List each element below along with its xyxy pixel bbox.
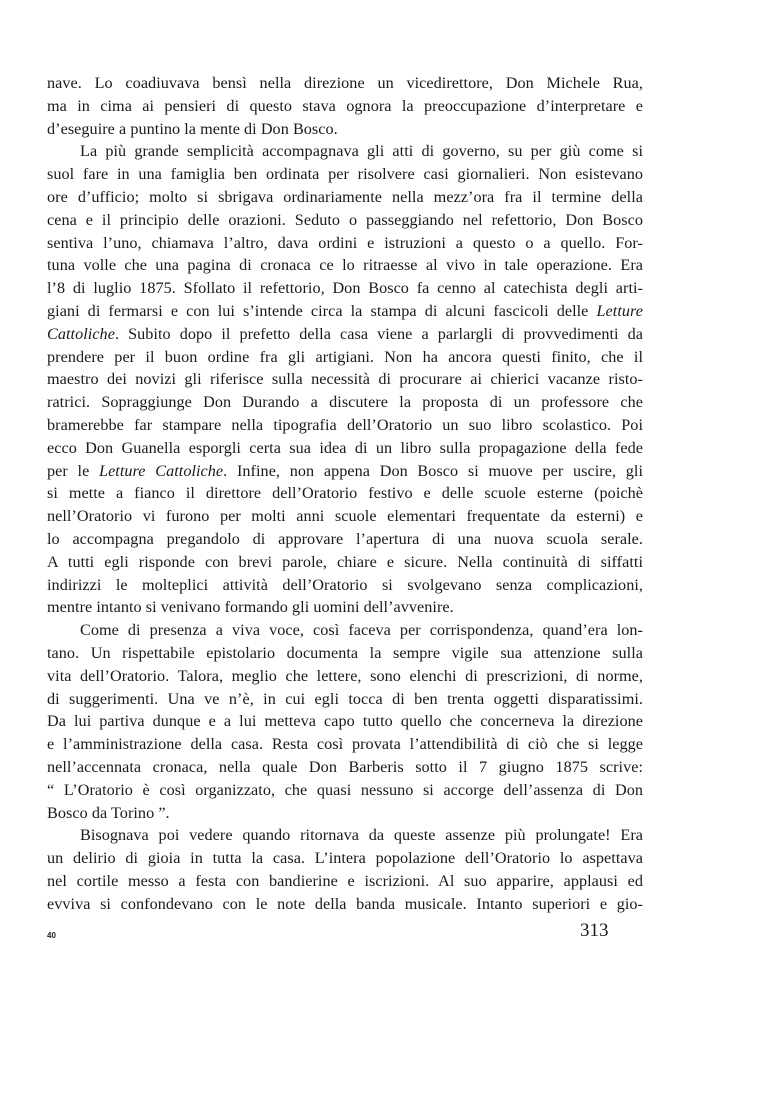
text-line: ecco Don Guanella esporgli certa sua idea di un libro sulla propagazione della fede [47,438,643,457]
text-line: prendere per il buon ordine fra gli artigiani. Non ha ancora questi finito, che il [47,347,643,366]
text-line: bramerebbe far stampare nella tipografia dell’Oratorio un suo libro scolastico. Poi [47,415,643,434]
text-line: nell’accennata cronaca, nella quale Don Barberis sotto il 7 giugno 1875 scrive: [47,757,643,776]
text-line: ore d’ufficio; molto si sbrigava ordinariamente nella mezz’ora fra il termine della [47,187,643,206]
text-line: La più grande semplicità accompagnava gli atti di governo, su per giù come si [80,142,643,161]
text-line: Da lui partiva dunque e a lui metteva capo tutto quello che concerneva la direzione [47,712,643,731]
italic-title: Letture Cattoliche [99,461,224,480]
text-line: un delirio di gioia in tutta la casa. L’intera popolazione dell’Oratorio lo aspettava [47,849,643,868]
text-line: ratrici. Sopraggiunge Don Durando a discutere la proposta di un professore che [47,393,643,412]
page-number: 313 [580,920,609,941]
text-line: lo accompagna pregandolo di approvare l’apertura di una nuova scuola serale. [47,529,643,548]
text-line: nell’Oratorio vi furono per molti anni scuole elementari frequentate da esterni) e [47,507,643,526]
signature-mark: 40 [47,931,56,940]
text-line: vita dell’Oratorio. Talora, meglio che lettere, sono elenchi di prescrizioni, di norme, [47,666,643,685]
text-line: giani di fermarsi e con lui s’intende circa la stampa di alcuni fascicoli delle Letture [47,301,643,320]
text-line: indirizzi le molteplici attività dell’Oratorio si svolgevano senza complicazioni, [47,575,643,594]
text-line: mentre intanto si venivano formando gli uomini dell’avvenire. [47,598,454,617]
text-line: l’8 di luglio 1875. Sfollato il refettorio, Don Bosco fa cenno al catechista degli arti- [47,279,643,298]
text-line: ma in cima ai pensieri di questo stava ognora la preoccupazione d’interpretare e [47,96,643,115]
text-line: cena e il principio delle orazioni. Seduto o passeggiando nel refettorio, Don Bosco [47,210,643,229]
text-line: tuna volle che una pagina di cronaca ce lo ritraesse al vivo in tale operazione. Era [47,256,643,275]
page-body [47,72,643,915]
text-line: d’eseguire a puntino la mente di Don Bosco. [47,119,338,138]
text-line: A tutti egli risponde con brevi parole, chiare e sicure. Nella continuità di siffatti [47,552,643,571]
paragraph [47,72,643,140]
text-line: per le Letture Cattoliche. Infine, non appena Don Bosco si muove per uscire, gli [47,461,643,480]
text-line: “ L’Oratorio è così organizzato, che quasi nessuno si accorge dell’assenza di Don [47,780,643,799]
text-line: nel cortile messo a festa con bandierine e iscrizioni. Al suo apparire, applausi ed [47,871,643,890]
text-line: di suggerimenti. Una ve n’è, in cui egli tocca di ben trenta oggetti disparatissimi. [47,689,643,708]
text-line: Bisognava poi vedere quando ritornava da queste assenze più prolungate! Era [80,826,643,845]
paragraph [47,619,643,824]
text-line: Cattoliche. Subito dopo il prefetto della casa viene a parlargli di provvedimenti da [47,324,643,343]
text-line: nave. Lo coadiuvava bensì nella direzione un vicedirettore, Don Michele Rua, [47,74,643,92]
text-line: e l’amministrazione della casa. Resta così provata l’attendibilità di ciò che si legge [47,735,643,754]
paragraph [47,140,643,619]
italic-title: Letture [596,301,643,320]
paragraph [47,824,643,915]
text-line: si mette a fianco il direttore dell’Oratorio festivo e delle scuole esterne (poichè [47,484,643,503]
text-line: maestro dei novizi gli riferisce sulla necessità di procurare ai chierici vacanze risto- [47,370,643,389]
text-line: suol fare in una famiglia ben ordinata per risolvere casi giornalieri. Non esistevano [47,165,643,184]
text-line: evviva si confondevano con le note della banda musicale. Intanto superiori e gio- [47,894,643,913]
text-line: Bosco da Torino ”. [47,803,170,822]
text-line: tano. Un rispettabile epistolario documenta la sempre vigile sua attenzione sulla [47,643,643,662]
text-line: sentiva l’uno, chiamava l’altro, dava ordini e istruzioni a questo o a quello. For- [47,233,643,252]
italic-title: Cattoliche [47,324,115,343]
text-line: Come di presenza a viva voce, così faceva per corrispondenza, quand’era lon- [80,621,643,640]
